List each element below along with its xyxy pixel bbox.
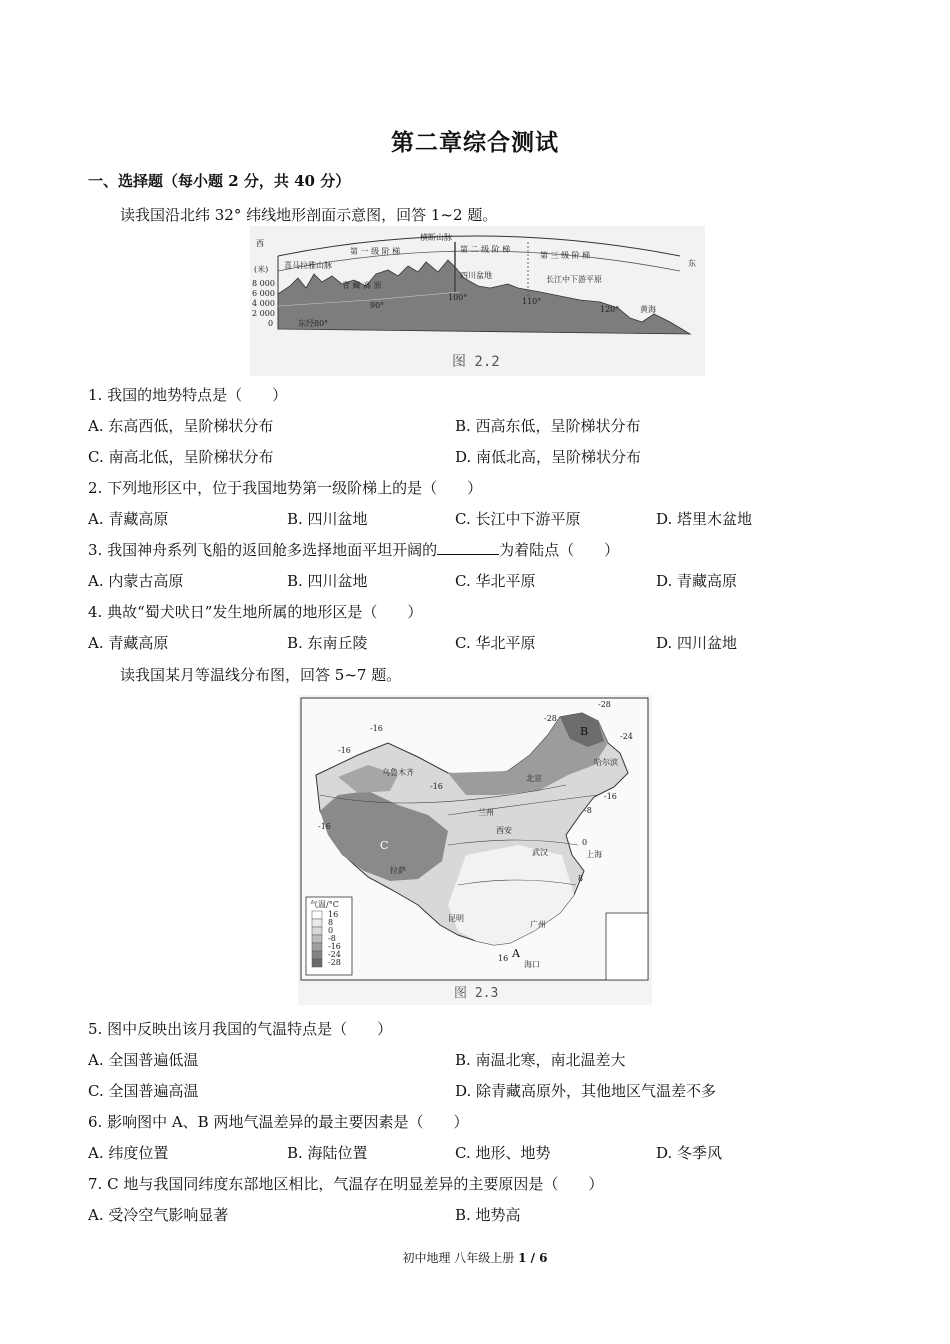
option-2c[interactable]: C. 长江中下游平原 — [455, 510, 581, 528]
profile-label: 喜马拉雅山脉 — [284, 261, 332, 270]
question-7: 7. C 地与我国同纬度东部地区相比，气温存在明显差异的主要原因是（ ） — [88, 1175, 604, 1193]
isotherm-label: 0 — [582, 838, 588, 847]
city-label: 北京 — [526, 774, 542, 783]
isotherm-map-figure — [298, 695, 652, 1005]
isotherm-label: -16 — [318, 822, 331, 831]
legend-value: 0 — [328, 926, 334, 935]
question-5: 5. 图中反映出该月我国的气温特点是（ ） — [88, 1020, 393, 1038]
legend-title: 气温/°C — [310, 900, 339, 909]
figure-caption: 图 2.3 — [454, 986, 499, 1001]
profile-label: 黄海 — [640, 305, 656, 314]
city-label: 昆明 — [448, 914, 464, 923]
option-4c[interactable]: C. 华北平原 — [455, 634, 536, 652]
option-6c[interactable]: C. 地形、地势 — [455, 1144, 551, 1162]
longitude-label: 100° — [448, 293, 468, 302]
profile-label: 第 一 级 阶 梯 — [350, 247, 401, 256]
city-label: 乌鲁木齐 — [382, 768, 414, 777]
y-tick: 0 — [268, 319, 274, 328]
legend-value: -8 — [328, 934, 336, 943]
isotherm-label: -28 — [598, 700, 611, 709]
terrain-profile-figure — [250, 226, 705, 376]
option-4a[interactable]: A. 青藏高原 — [88, 634, 169, 652]
isotherm-label: 16 — [498, 954, 509, 963]
profile-label: 第 二 级 阶 梯 — [460, 245, 511, 254]
figure-caption: 图 2.2 — [452, 354, 500, 370]
y-tick: 6 000 — [252, 289, 275, 298]
option-6a[interactable]: A. 纬度位置 — [88, 1144, 169, 1162]
option-5c[interactable]: C. 全国普遍高温 — [88, 1082, 199, 1100]
isotherm-label: 8 — [578, 874, 584, 883]
page-title: 第二章综合测试 — [391, 129, 559, 156]
option-5b[interactable]: B. 南温北寒，南北温差大 — [455, 1051, 626, 1069]
profile-label: 第 三 级 阶 梯 — [540, 251, 591, 260]
option-6d[interactable]: D. 冬季风 — [656, 1144, 723, 1162]
point-label-c: C — [380, 839, 389, 852]
option-4d[interactable]: D. 四川盆地 — [656, 634, 738, 652]
option-7b[interactable]: B. 地势高 — [455, 1206, 521, 1224]
legend-value: -24 — [328, 950, 341, 959]
east-label: 东 — [688, 259, 696, 268]
intro-text-2: 读我国某月等温线分布图，回答 5~7 题。 — [120, 666, 402, 684]
city-label: 西安 — [496, 826, 512, 835]
city-label: 拉萨 — [390, 866, 406, 875]
option-5a[interactable]: A. 全国普遍低温 — [88, 1051, 199, 1069]
y-tick: 8 000 — [252, 279, 275, 288]
unit-label: (米) — [254, 265, 269, 274]
option-2a[interactable]: A. 青藏高原 — [88, 510, 169, 528]
answer-blank[interactable] — [437, 542, 499, 555]
question-3-stem-a: 3. 我国神舟系列飞船的返回舱多选择地面平坦开阔的 — [88, 541, 438, 559]
isotherm-label: -16 — [604, 792, 617, 801]
option-5d[interactable]: D. 除青藏高原外，其他地区气温差不多 — [455, 1082, 717, 1100]
west-label: 西 — [256, 239, 264, 248]
profile-label: 四川盆地 — [460, 271, 492, 280]
question-4: 4. 典故“蜀犬吠日”发生地所属的地形区是（ ） — [88, 603, 423, 621]
legend-value: -28 — [328, 958, 341, 967]
point-label-a: A — [512, 947, 520, 960]
south-china-sea-inset — [606, 913, 648, 980]
question-6: 6. 影响图中 A、B 两地气温差异的最主要因素是（ ） — [88, 1113, 469, 1131]
isotherm-label: -16 — [430, 782, 443, 791]
city-label: 武汉 — [532, 848, 548, 857]
page-footer — [0, 1249, 950, 1266]
option-1c[interactable]: C. 南高北低，呈阶梯状分布 — [88, 448, 274, 466]
option-2d[interactable]: D. 塔里木盆地 — [656, 510, 753, 528]
profile-label: 长江中下游平原 — [546, 275, 602, 284]
question-3 — [88, 539, 619, 560]
longitude-label: 110° — [522, 297, 542, 306]
option-3d[interactable]: D. 青藏高原 — [656, 572, 738, 590]
city-label: 海口 — [524, 960, 540, 969]
option-7a[interactable]: A. 受冷空气影响显著 — [88, 1206, 229, 1224]
legend-value: -16 — [328, 942, 341, 951]
city-label: 广州 — [530, 920, 546, 929]
page-number: 1 / 6 — [518, 1251, 548, 1265]
longitude-label: 120° — [600, 305, 620, 314]
isotherm-label: -16 — [338, 746, 351, 755]
section-heading: 一、选择题（每小题 2 分，共 40 分） — [88, 172, 351, 190]
y-tick: 4 000 — [252, 299, 275, 308]
option-3a[interactable]: A. 内蒙古高原 — [88, 572, 184, 590]
longitude-label: 东经80° — [298, 319, 329, 328]
footer-text: 初中地理 八年级上册 — [402, 1251, 519, 1265]
longitude-label: 90° — [370, 301, 385, 310]
isotherm-label: -16 — [370, 724, 383, 733]
legend-value: 16 — [328, 910, 339, 919]
legend-value: 8 — [328, 918, 334, 927]
profile-label: 青 藏 高 原 — [342, 281, 382, 290]
isotherm-label: -8 — [584, 806, 592, 815]
question-1: 1. 我国的地势特点是（ ） — [88, 386, 288, 404]
option-3c[interactable]: C. 华北平原 — [455, 572, 536, 590]
point-label-b: B — [580, 725, 589, 738]
option-6b[interactable]: B. 海陆位置 — [287, 1144, 368, 1162]
y-tick: 2 000 — [252, 309, 275, 318]
intro-text-1: 读我国沿北纬 32° 纬线地形剖面示意图，回答 1~2 题。 — [120, 206, 498, 224]
city-label: 兰州 — [478, 808, 494, 817]
city-label: 上海 — [586, 850, 602, 859]
question-3-stem-b: 为着陆点（ ） — [499, 541, 620, 559]
question-2: 2. 下列地形区中，位于我国地势第一级阶梯上的是（ ） — [88, 479, 483, 497]
option-1b[interactable]: B. 西高东低，呈阶梯状分布 — [455, 417, 641, 435]
option-2b[interactable]: B. 四川盆地 — [287, 510, 368, 528]
profile-label: 横断山脉 — [420, 233, 452, 242]
city-label: 哈尔滨 — [594, 758, 618, 767]
option-1a[interactable]: A. 东高西低，呈阶梯状分布 — [88, 417, 274, 435]
isotherm-label: -28 — [544, 714, 557, 723]
option-3b[interactable]: B. 四川盆地 — [287, 572, 368, 590]
option-4b[interactable]: B. 东南丘陵 — [287, 634, 368, 652]
isotherm-label: -24 — [620, 732, 633, 741]
option-1d[interactable]: D. 南低北高，呈阶梯状分布 — [455, 448, 642, 466]
